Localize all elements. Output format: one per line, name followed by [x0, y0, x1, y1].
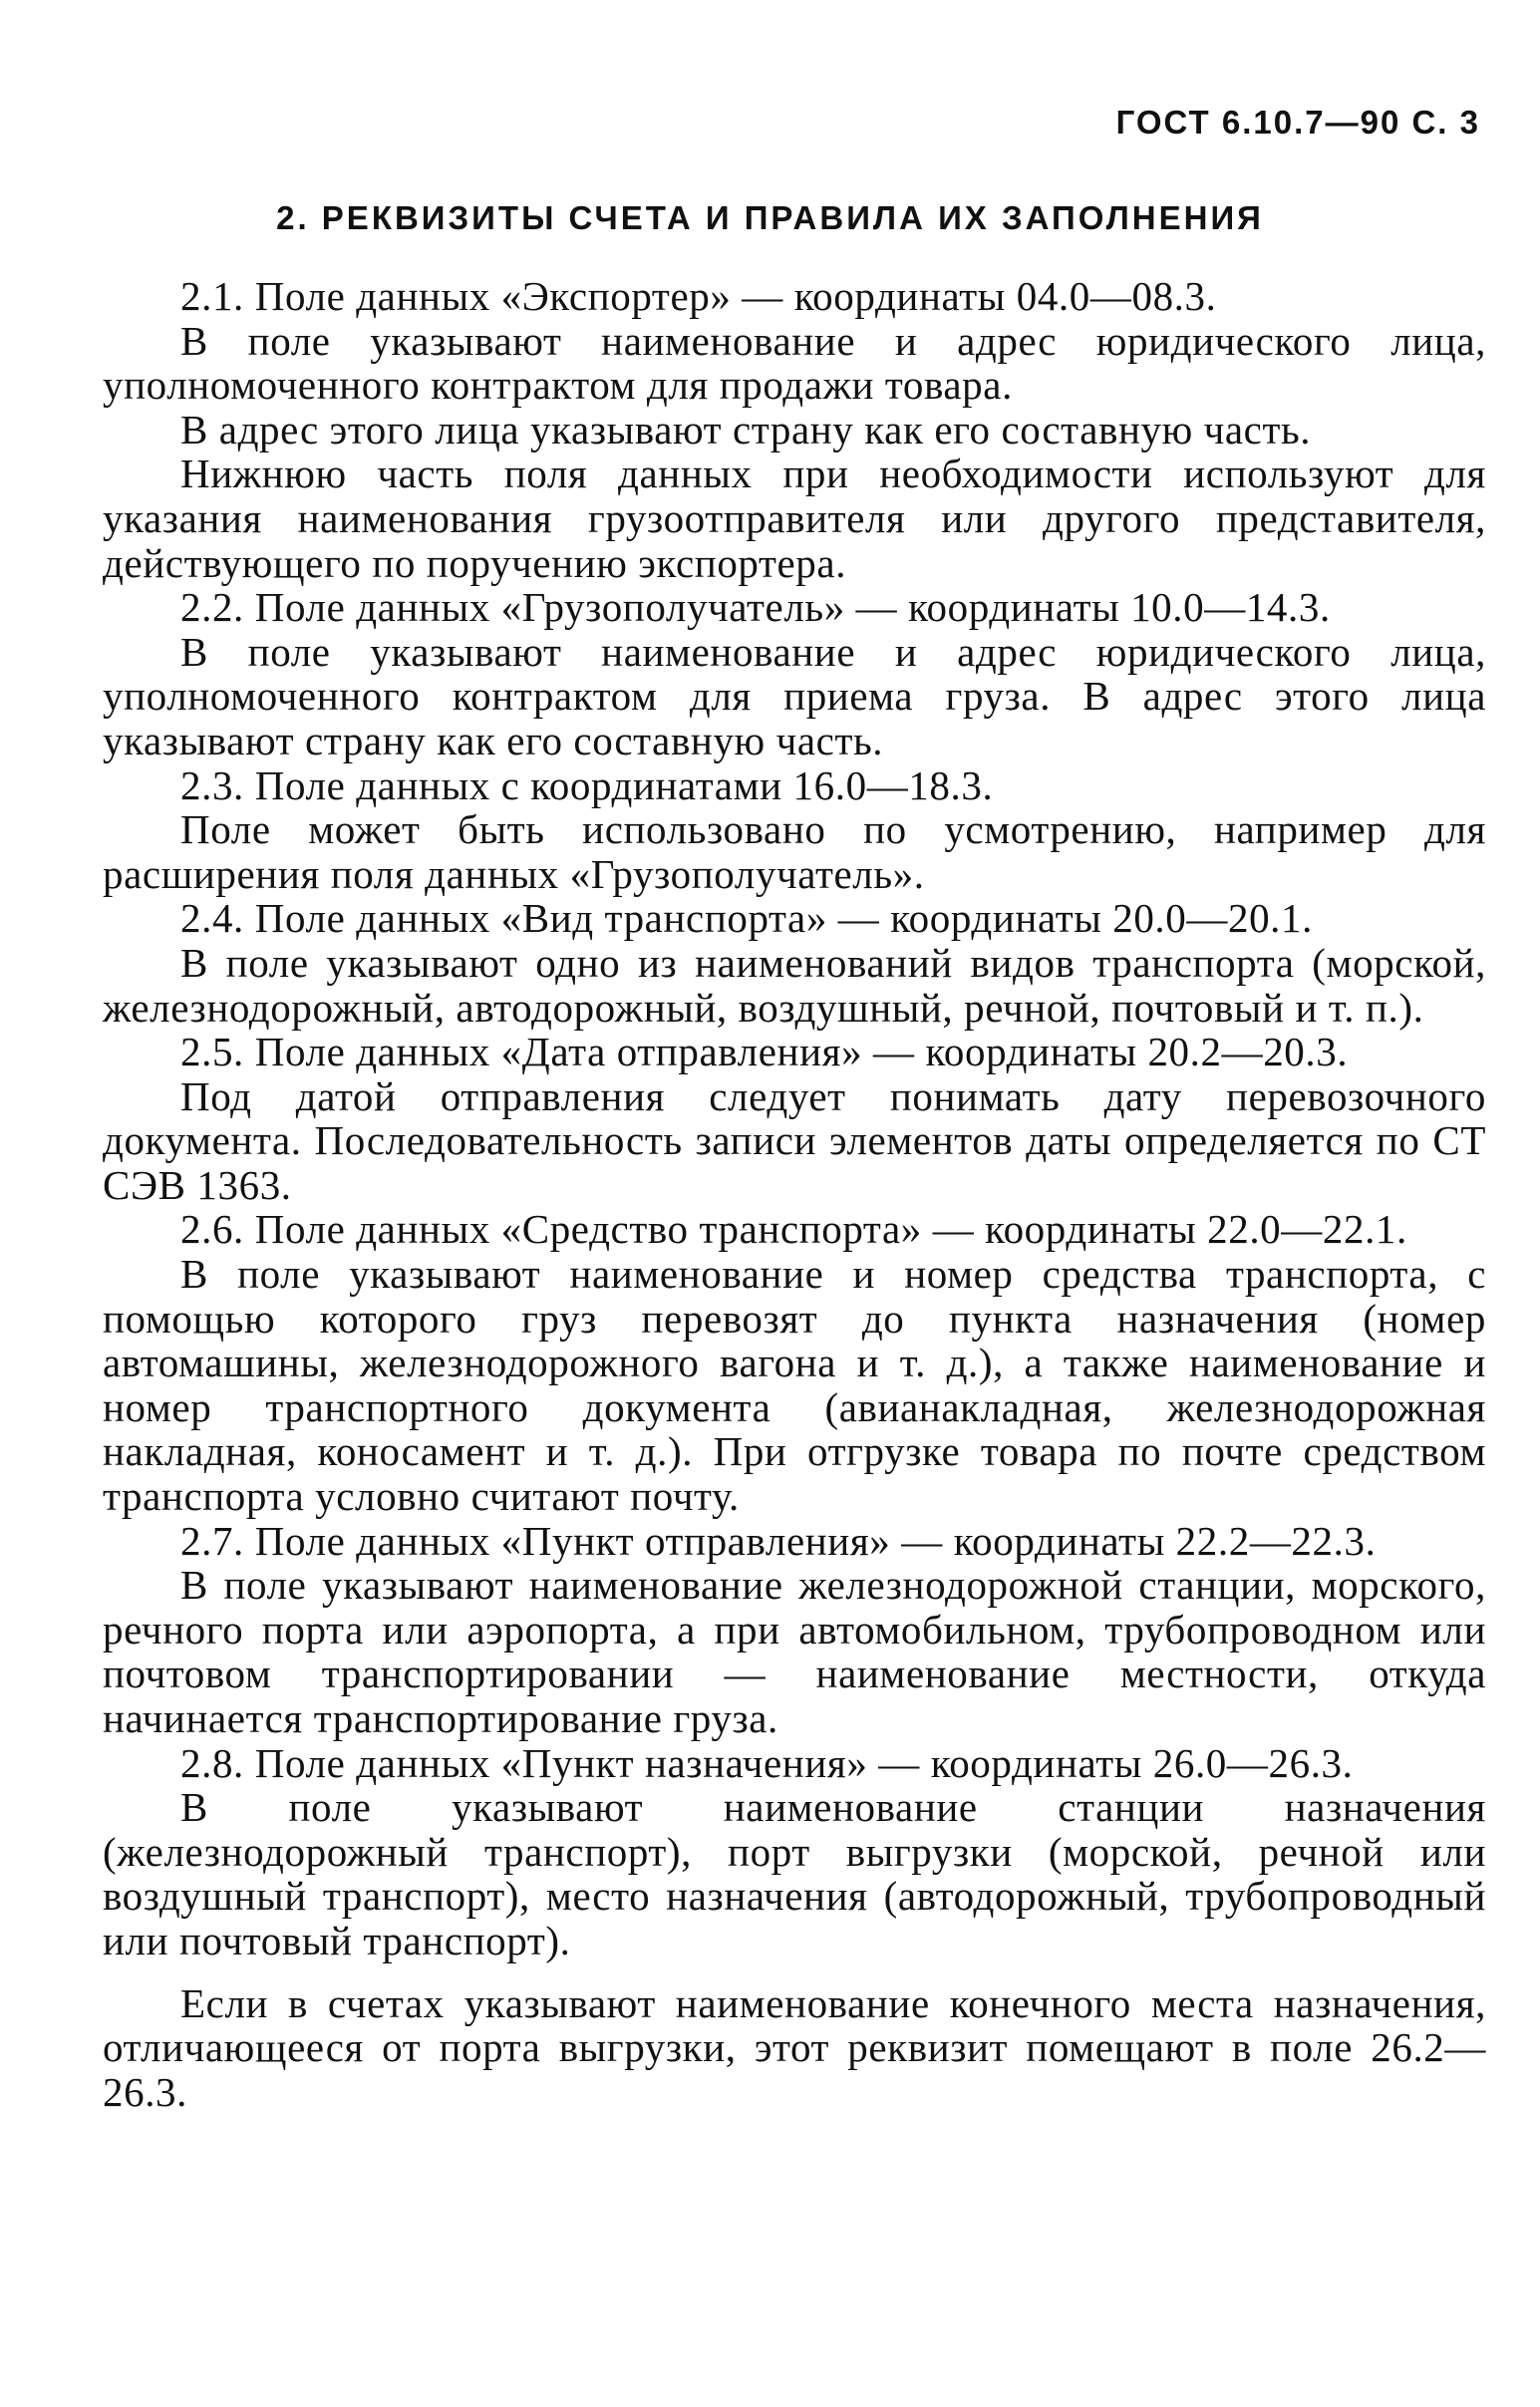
clause-2-4: 2.4. Поле данных «Вид транспорта» — координаты 20.0—20.1.: [180, 895, 1313, 942]
body-paragraph: В адрес этого лица указывают страну как его составную часть.: [180, 406, 1312, 452]
document-body: [103, 274, 1486, 2114]
body-paragraph: В поле указывают наименование и адрес юридического лица, уполномоченного контрактом для приема груза. В адрес этого лица указывают страну как его составную часть.: [103, 628, 1486, 763]
clause-2-1: 2.1. Поле данных «Экспортер» — координаты 04.0—08.3.: [180, 273, 1217, 319]
body-paragraph: В поле указывают наименование и номер средства транспорта, с помощью которого груз перевозят до пункта назначения (номер автомашины, железнодорожного вагона и т. д.), а также наименование и номер транспортного документа (авианакладная, железнодорожная накладная, коносамент и т. д.). При отгрузке товара по почте средством транспорта условно считают почту.: [103, 1251, 1486, 1520]
body-paragraph: В поле указывают одно из наименований видов транспорта (морской, железнодорожный, автодорожный, воздушный, речной, почтовый и т. п.).: [103, 939, 1486, 1031]
clause-2-3: 2.3. Поле данных с координатами 16.0—18.3.: [180, 761, 994, 808]
body-paragraph: Под датой отправления следует понимать дату перевозочного документа. Последовательность записи элементов даты определяется по СТ СЭВ 1363.: [103, 1072, 1486, 1208]
clause-2-2: 2.2. Поле данных «Грузополучатель» — координаты 10.0—14.3.: [180, 584, 1331, 631]
running-head: ГОСТ 6.10.7—90 С. 3: [1115, 104, 1480, 141]
clause-2-8: 2.8. Поле данных «Пункт назначения» — координаты 26.0—26.3.: [180, 1739, 1354, 1786]
clause-2-5: 2.5. Поле данных «Дата отправления» — координаты 20.2—20.3.: [180, 1029, 1349, 1075]
body-paragraph: В поле указывают наименование и адрес юридического лица, уполномоченного контрактом для продажи товара.: [103, 317, 1486, 409]
body-paragraph: Если в счетах указывают наименование конечного места назначения, отличающееся от порта выгрузки, этот реквизит помещают в поле 26.2—26.3.: [103, 1979, 1486, 2115]
body-paragraph: В поле указывают наименование железнодорожной станции, морского, речного порта или аэропорта, а при автомобильном, трубопроводном или почтовом транспортировании — наименование местности, откуда начинается транспортирование груза.: [103, 1562, 1486, 1741]
body-paragraph: Нижнюю часть поля данных при необходимости используют для указания наименования грузоотправителя или другого представителя, действующего по поручению экспортера.: [103, 451, 1486, 586]
body-paragraph: В поле указывают наименование станции назначения (железнодорожный транспорт), порт выгрузки (морской, речной или воздушный транспорт), место назначения (автодорожный, трубопроводный или почтовый транспорт).: [103, 1784, 1486, 1963]
clause-2-6: 2.6. Поле данных «Средство транспорта» — координаты 22.0—22.1.: [180, 1206, 1407, 1253]
body-paragraph: Поле может быть использовано по усмотрению, например для расширения поля данных «Грузополучатель».: [103, 806, 1486, 897]
section-title: 2. РЕКВИЗИТЫ СЧЕТА И ПРАВИЛА ИХ ЗАПОЛНЕНИЯ: [276, 199, 1264, 236]
clause-2-7: 2.7. Поле данных «Пункт отправления» — координаты 22.2—22.3.: [180, 1517, 1377, 1564]
